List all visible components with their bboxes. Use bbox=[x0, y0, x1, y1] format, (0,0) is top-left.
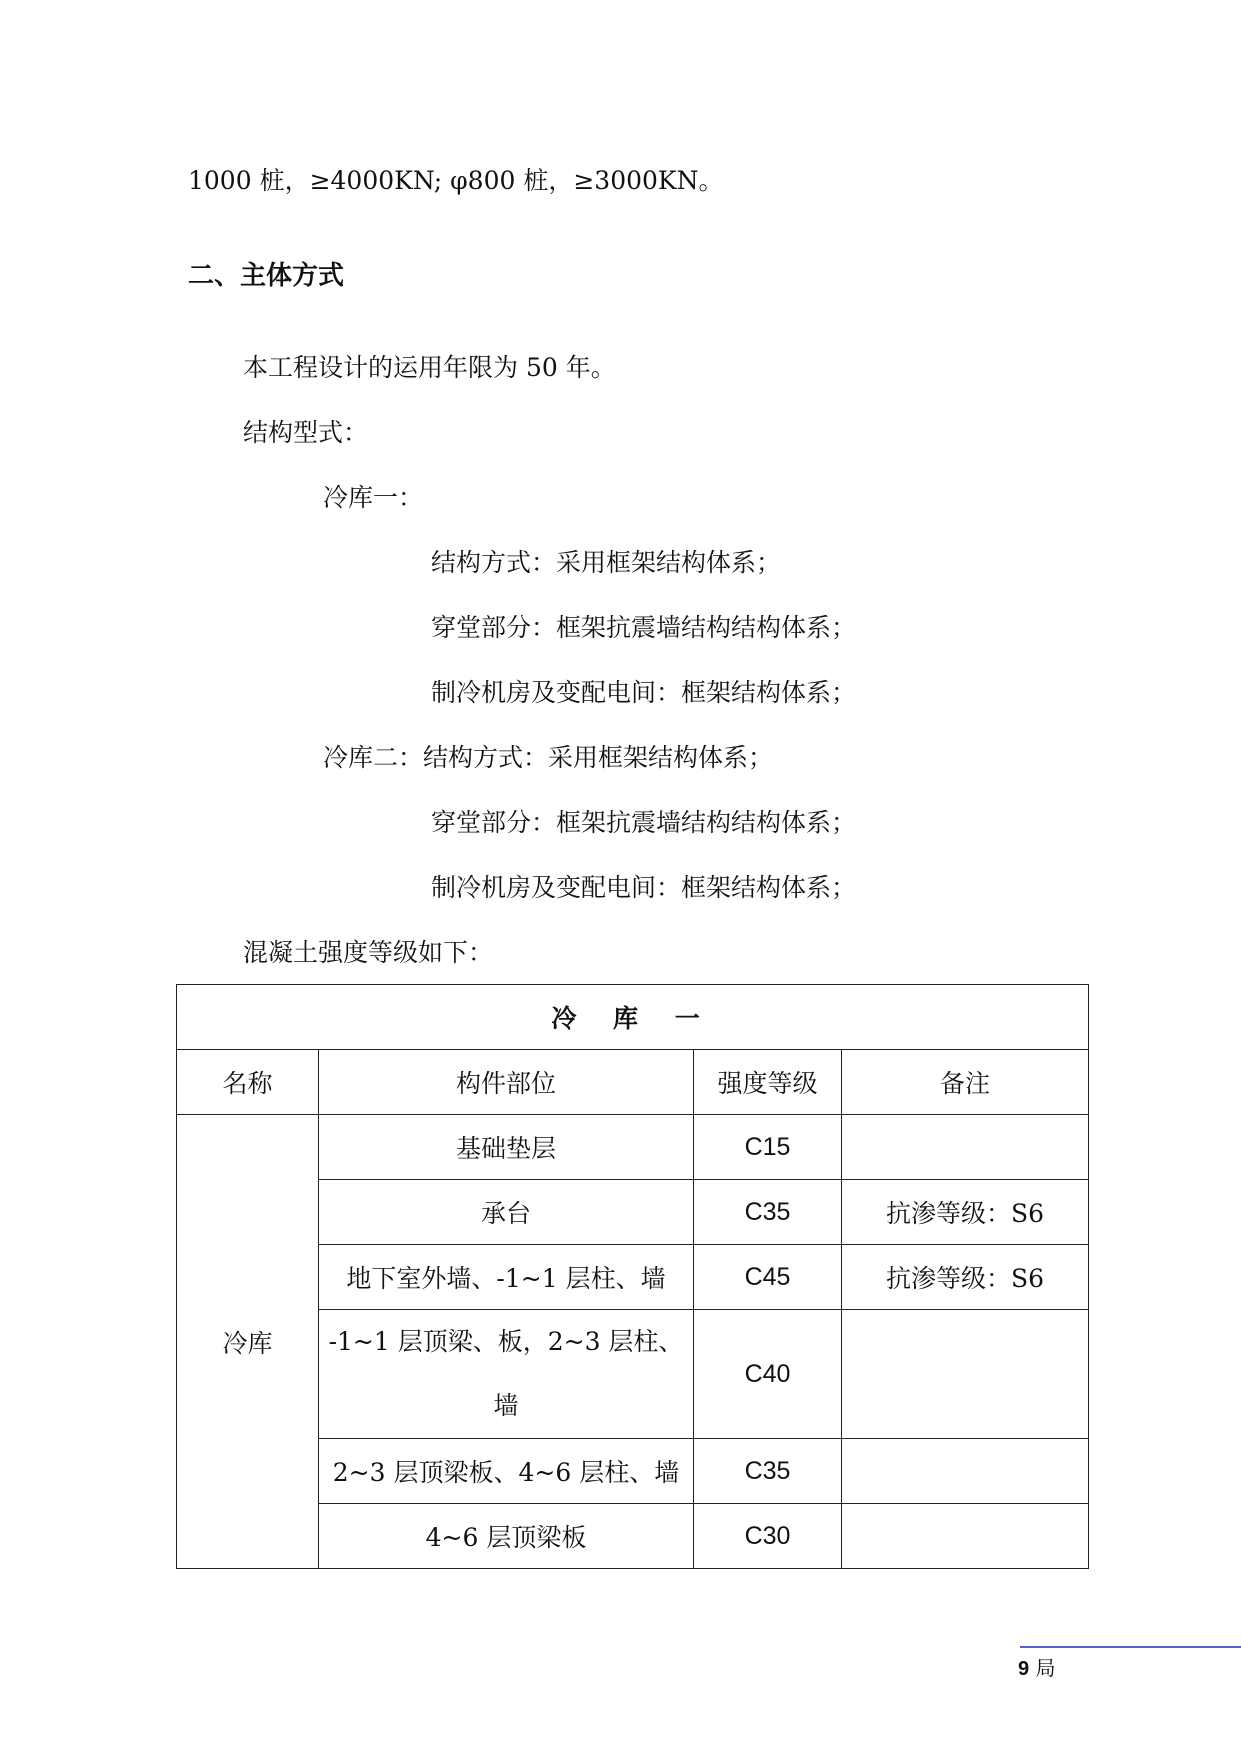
footer-rule bbox=[1020, 1646, 1241, 1648]
cell-part: -1~1 层顶梁、板，2~3 层柱、墙 bbox=[319, 1310, 694, 1439]
table-header-row bbox=[177, 1050, 1089, 1115]
cell-part: 承台 bbox=[319, 1180, 694, 1245]
group-cell: 冷库 bbox=[177, 1115, 319, 1569]
cell-note: 抗渗等级：S6 bbox=[842, 1245, 1089, 1310]
table-title: 冷 库 一 bbox=[177, 985, 1089, 1050]
table-row bbox=[177, 1115, 1089, 1180]
text-concrete-grades: 混凝土强度等级如下： bbox=[243, 938, 494, 967]
header-note: 备注 bbox=[842, 1050, 1089, 1115]
cell-grade: C45 bbox=[694, 1245, 842, 1310]
text-cs1-structure: 结构方式：采用框架结构体系； bbox=[431, 548, 782, 577]
text-pile-capacity: 1000 桩，≥4000KN; φ800 桩，≥3000KN。 bbox=[188, 166, 724, 195]
concrete-grade-table bbox=[176, 984, 1089, 1569]
text-cs1-machine-room: 制冷机房及变配电间：框架结构体系； bbox=[431, 678, 857, 707]
cell-grade: C15 bbox=[694, 1115, 842, 1180]
cell-note bbox=[842, 1115, 1089, 1180]
cell-grade: C30 bbox=[694, 1504, 842, 1569]
header-grade: 强度等级 bbox=[694, 1050, 842, 1115]
text-cs2-passage: 穿堂部分：框架抗震墙结构结构体系； bbox=[431, 808, 857, 837]
header-part: 构件部位 bbox=[319, 1050, 694, 1115]
cell-note bbox=[842, 1504, 1089, 1569]
header-name: 名称 bbox=[177, 1050, 319, 1115]
cell-part: 2~3 层顶梁板、4~6 层柱、墙 bbox=[319, 1439, 694, 1504]
text-structure-type: 结构型式： bbox=[243, 418, 369, 447]
text-cold-store-2: 冷库二：结构方式：采用框架结构体系； bbox=[323, 743, 774, 772]
text-cold-store-1: 冷库一： bbox=[323, 483, 424, 512]
cell-note: 抗渗等级：S6 bbox=[842, 1180, 1089, 1245]
cell-grade: C35 bbox=[694, 1180, 842, 1245]
cell-grade: C35 bbox=[694, 1439, 842, 1504]
cell-part: 基础垫层 bbox=[319, 1115, 694, 1180]
text-cs2-machine-room: 制冷机房及变配电间：框架结构体系； bbox=[431, 873, 857, 902]
cell-grade: C40 bbox=[694, 1310, 842, 1439]
table-title-row bbox=[177, 985, 1089, 1050]
text-cs1-passage: 穿堂部分：框架抗震墙结构结构体系； bbox=[431, 613, 857, 642]
page-number-suffix: 局 bbox=[1035, 1656, 1056, 1680]
cell-note bbox=[842, 1310, 1089, 1439]
page-number-value: 9 bbox=[1018, 1658, 1030, 1680]
cell-note bbox=[842, 1439, 1089, 1504]
text-design-life: 本工程设计的运用年限为 50 年。 bbox=[243, 353, 616, 382]
section-heading: 二、主体方式 bbox=[188, 261, 345, 291]
cell-part: 地下室外墙、-1~1 层柱、墙 bbox=[319, 1245, 694, 1310]
cell-part: 4~6 层顶梁板 bbox=[319, 1504, 694, 1569]
page-number bbox=[1018, 1652, 1055, 1681]
